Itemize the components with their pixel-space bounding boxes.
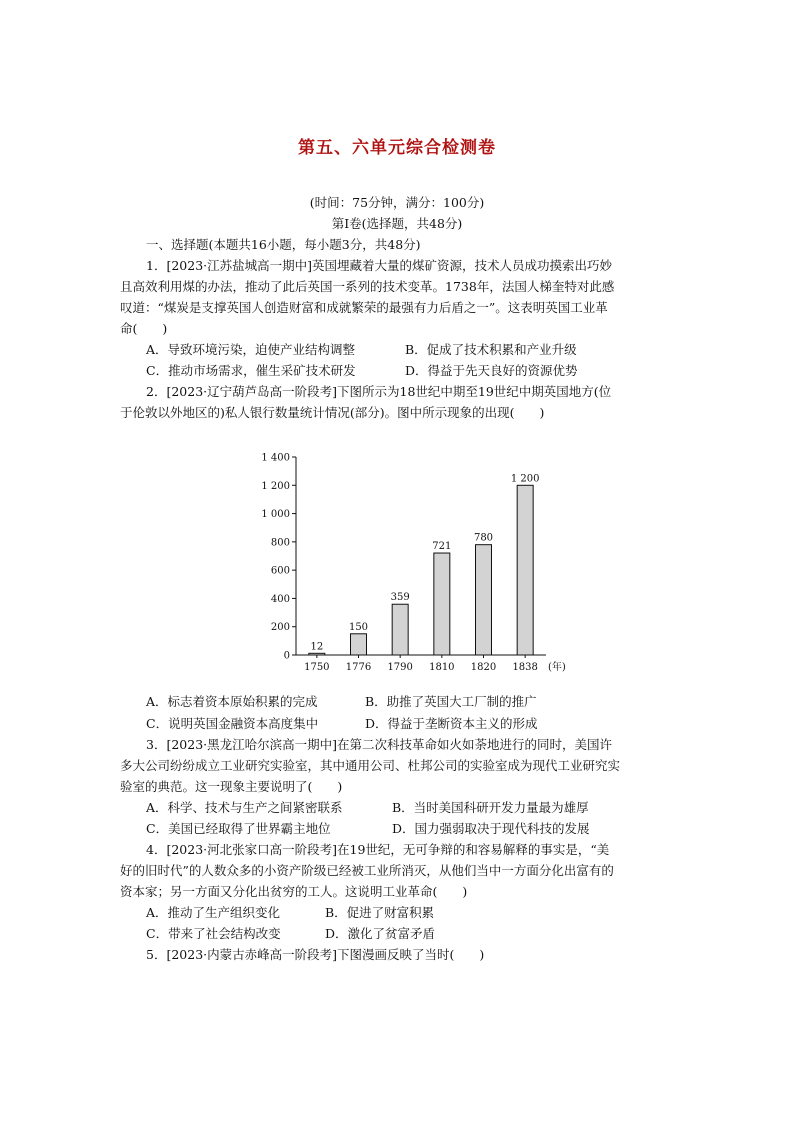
question-text: 5．[2023·内蒙古赤峰高一阶段考]下图漫画反映了当时( ) <box>146 947 485 962</box>
section-heading: 第Ⅰ卷(选择题，共48分) <box>331 216 463 231</box>
question-text: 于伦敦以外地区的)私人银行数量统计情况(部分)。图中所示现象的出现( ) <box>120 405 545 420</box>
x-tick-label: 1838 <box>512 662 538 673</box>
option-a: A．科学、技术与生产之间紧密联系 <box>146 800 343 815</box>
bar-1838 <box>517 485 533 655</box>
x-tick-label: 1820 <box>470 662 497 673</box>
question-text: 验室的典范。这一现象主要说明了( ) <box>120 779 343 794</box>
question-text: 资本家；另一方面又分化出贫穷的工人。这说明工业革命( ) <box>120 884 468 899</box>
y-tick-label: 800 <box>270 537 290 549</box>
option-a: A．推动了生产组织变化 <box>146 905 281 920</box>
option-b: B．助推了英国大工厂制的推广 <box>365 694 537 709</box>
bar-value-label: 721 <box>432 541 452 553</box>
bar-1776 <box>351 634 367 655</box>
option-c: C．说明英国金融资本高度集中 <box>146 716 319 731</box>
option-c: C．美国已经取得了世界霸主地位 <box>146 821 331 836</box>
bar-value-label: 359 <box>390 592 410 604</box>
question-text: 3．[2023·黑龙江哈尔滨高一期中]在第二次科技革命如火如荼地进行的同时，美国许 <box>146 737 612 752</box>
question-text: 且高效利用煤的办法，推动了此后英国一系列的技术变革。1738年，法国人梯奎特对此感 <box>120 279 615 294</box>
question-text: 2．[2023·辽宁葫芦岛高一阶段考]下图所示为18世纪中期至19世纪中期英国地方(位 <box>146 384 612 399</box>
question-text: 好的旧时代”的人数众多的小资产阶级已经被工业所消灭，从他们当中一方面分化出富有的 <box>120 863 614 878</box>
instruction-text: 一、选择题(本题共16小题，每小题3分，共48分) <box>146 237 421 252</box>
option-b: B．促进了财富积累 <box>325 905 435 920</box>
y-tick-label: 600 <box>270 565 290 577</box>
bar-1750 <box>309 653 325 655</box>
option-c: C．带来了社会结构改变 <box>146 926 281 941</box>
exam-title: 第五、六单元综合检测卷 <box>298 138 496 158</box>
y-tick-label: 1 400 <box>261 452 290 464</box>
y-tick-label: 1 200 <box>261 480 290 492</box>
bar-1790 <box>392 604 408 655</box>
bar-value-label: 150 <box>348 621 369 633</box>
bar-value-label: 1 200 <box>510 473 540 485</box>
bar-chart-svg <box>258 447 568 677</box>
option-a: A．标志着资本原始积累的完成 <box>146 694 318 709</box>
option-d: D．国力强弱取决于现代科技的发展 <box>392 821 590 836</box>
option-d: D．得益于先天良好的资源优势 <box>405 363 578 378</box>
question-text: 1．[2023·江苏盐城高一期中]英国埋藏着大量的煤矿资源，技术人员成功摸索出巧妙 <box>146 258 612 273</box>
bar-value-label: 780 <box>473 532 494 544</box>
question-text: 命( ) <box>120 321 168 336</box>
x-tick-label: 1750 <box>304 662 330 673</box>
option-b: B．当时美国科研开发力量最为雄厚 <box>392 800 589 815</box>
y-tick-label: 200 <box>270 622 290 634</box>
bar-1820 <box>476 545 492 655</box>
question-text: 叹道：“煤炭是支撑英国人创造财富和成就繁荣的最强有力后盾之一”。这表明英国工业革 <box>120 300 608 315</box>
option-b: B．促成了技术积累和产业升级 <box>405 342 577 357</box>
option-d: D．得益于垄断资本主义的形成 <box>365 716 538 731</box>
x-tick-label: 1776 <box>345 662 372 673</box>
option-d: D．激化了贫富矛盾 <box>325 926 436 941</box>
y-tick-label: 400 <box>270 593 290 605</box>
question-text: 多大公司纷纷成立工业研究实验室，其中通用公司、杜邦公司的实验室成为现代工业研究实 <box>120 758 621 773</box>
time-score-note: (时间：75分钟，满分：100分) <box>309 195 485 210</box>
x-tick-label: 1790 <box>387 662 413 673</box>
option-a: A．导致环境污染，迫使产业结构调整 <box>146 342 356 357</box>
y-tick-label: 1 000 <box>261 509 290 521</box>
bar-1810 <box>434 553 450 655</box>
bar-value-label: 12 <box>310 641 324 653</box>
option-c: C．推动市场需求，催生采矿技术研发 <box>146 363 356 378</box>
question-text: 4．[2023·河北张家口高一阶段考]在19世纪，无可争辩的和容易解释的事实是，“美 <box>146 842 610 857</box>
bank-count-bar-chart <box>258 447 568 677</box>
y-tick-label: 0 <box>283 650 290 662</box>
x-axis-unit-label: (年) <box>548 662 566 673</box>
x-tick-label: 1810 <box>429 662 455 673</box>
